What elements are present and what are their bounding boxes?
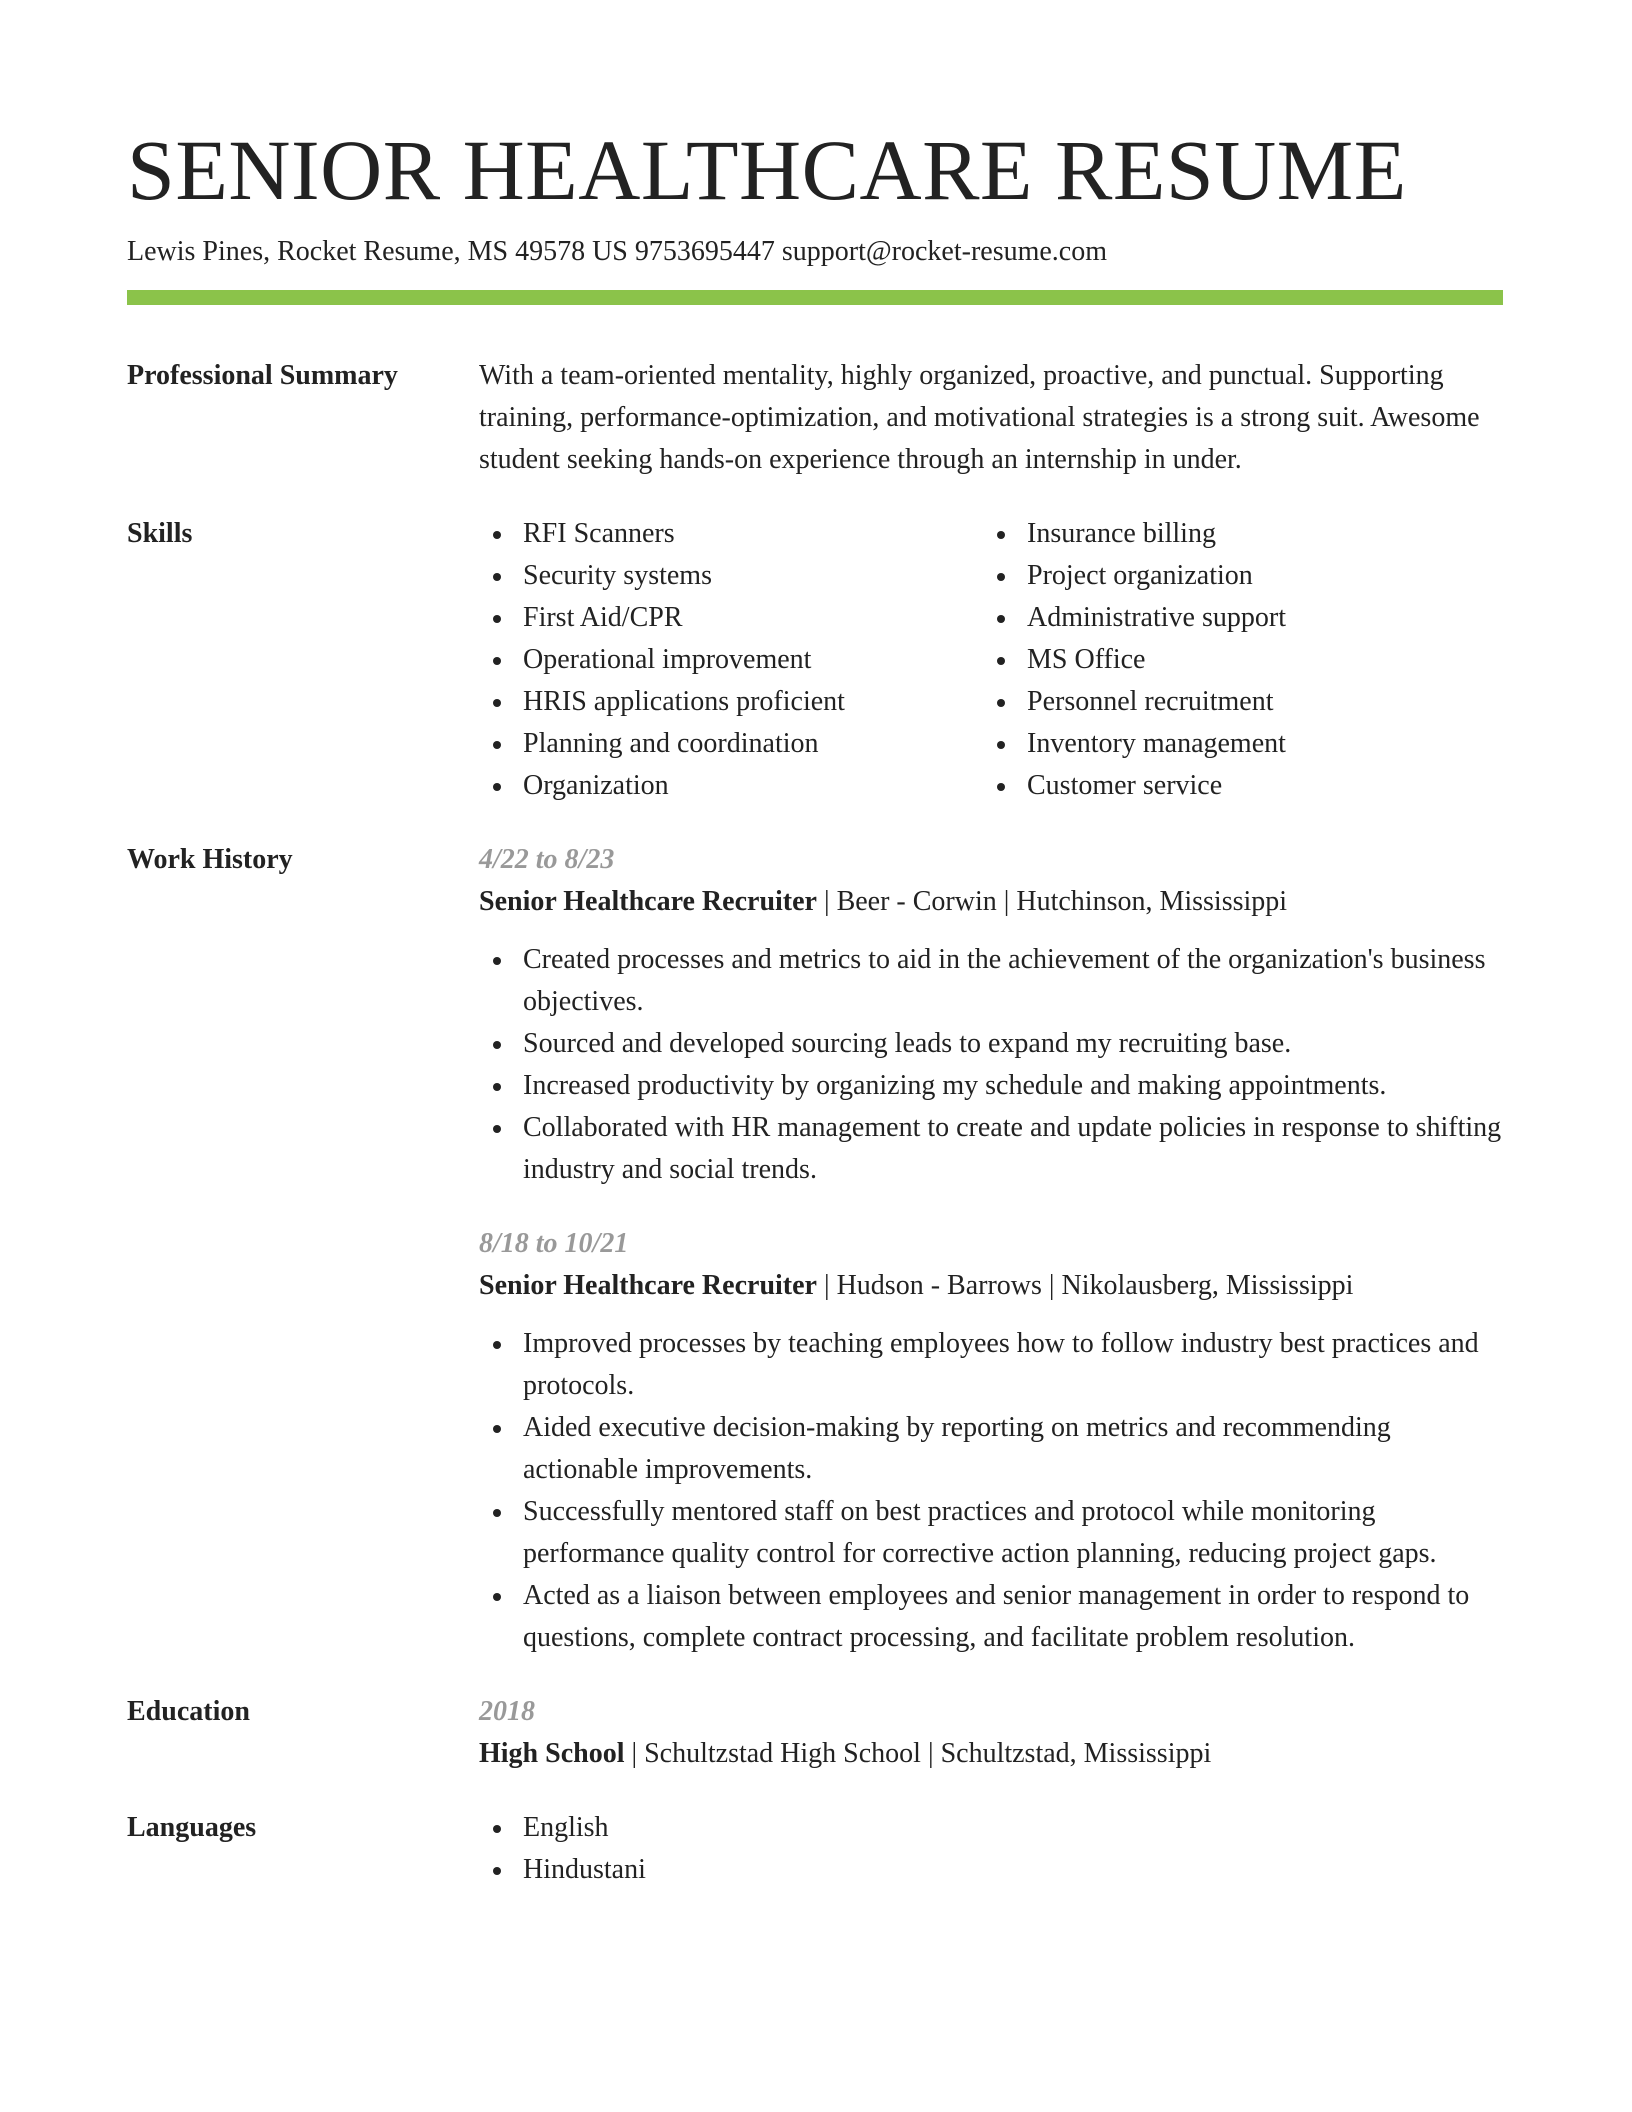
duty-item: Sourced and developed sourcing leads to expand my recruiting base. [479,1023,1503,1065]
work-history-section [127,839,1503,1659]
skills-section [127,513,1503,807]
duty-item: Acted as a liaison between employees and senior management in order to respond to questions, complete contract processing, and facilitate problem resolution. [479,1575,1503,1659]
skills-list-left [479,513,983,807]
skill-item: Personnel recruitment [983,681,1487,723]
education-heading: Education [127,1696,250,1727]
job-heading [479,1265,1503,1307]
header-divider [127,290,1503,305]
job-title: Senior Healthcare Recruiter [479,1270,817,1301]
skill-item: HRIS applications proficient [479,681,983,723]
skill-item: Operational improvement [479,639,983,681]
languages-section [127,1807,1503,1891]
job-dates: 8/18 to 10/21 [479,1228,629,1259]
school-details: | Schultzstad High School | Schultzstad, Mississippi [624,1738,1212,1769]
resume-page [127,0,1503,1891]
skill-item: Administrative support [983,597,1487,639]
education-section [127,1691,1503,1775]
skills-grid [479,513,1503,807]
duty-item: Successfully mentored staff on best practices and protocol while monitoring performance quality control for corrective action planning, reducing project gaps. [479,1491,1503,1575]
skill-item: Customer service [983,765,1487,807]
work-history-heading: Work History [127,844,293,875]
duty-item: Aided executive decision-making by reporting on metrics and recommending actionable improvements. [479,1407,1503,1491]
job-entry [479,1223,1503,1659]
job-duties [479,939,1503,1191]
skill-item: Security systems [479,555,983,597]
duty-item: Created processes and metrics to aid in the achievement of the organization's business objectives. [479,939,1503,1023]
skill-item: Inventory management [983,723,1487,765]
skills-column-right [983,513,1487,807]
resume-title: SENIOR HEALTHCARE RESUME [127,122,1407,218]
work-history-body [479,839,1503,1659]
education-heading-line [479,1733,1503,1775]
skill-item: MS Office [983,639,1487,681]
summary-text: With a team-oriented mentality, highly organized, proactive, and punctual. Supporting training, performance-optimization, and motivational strategies is a strong suit. Awesome student seeking hands-on experience through an internship in under. [479,360,1480,475]
skill-item: Planning and coordination [479,723,983,765]
skill-item: RFI Scanners [479,513,983,555]
languages-list [479,1807,1503,1891]
job-dates: 4/22 to 8/23 [479,844,615,875]
skill-item: Project organization [983,555,1487,597]
language-item: Hindustani [479,1849,1503,1891]
skills-heading: Skills [127,518,193,549]
contact-info: Lewis Pines, Rocket Resume, MS 49578 US 9753695447 support@rocket-resume.com [127,236,1108,267]
languages-heading: Languages [127,1812,257,1843]
job-heading [479,881,1503,923]
degree-name: High School [479,1738,625,1769]
duty-item: Increased productivity by organizing my schedule and making appointments. [479,1065,1503,1107]
languages-body [479,1807,1503,1891]
skill-item: First Aid/CPR [479,597,983,639]
language-item: English [479,1807,1503,1849]
job-details: | Beer - Corwin | Hutchinson, Mississippi [816,886,1288,917]
job-entry [479,839,1503,1191]
skill-item: Insurance billing [983,513,1487,555]
job-details: | Hudson - Barrows | Nikolausberg, Mississippi [816,1270,1354,1301]
education-body [479,1691,1503,1775]
summary-section [127,355,1503,481]
summary-heading: Professional Summary [127,360,398,391]
job-duties [479,1323,1503,1659]
job-title: Senior Healthcare Recruiter [479,886,817,917]
duty-item: Collaborated with HR management to create and update policies in response to shifting industry and social trends. [479,1107,1503,1191]
skill-item: Organization [479,765,983,807]
skills-column-left [479,513,983,807]
skills-list-right [983,513,1487,807]
education-year: 2018 [479,1696,535,1727]
duty-item: Improved processes by teaching employees how to follow industry best practices and protocols. [479,1323,1503,1407]
